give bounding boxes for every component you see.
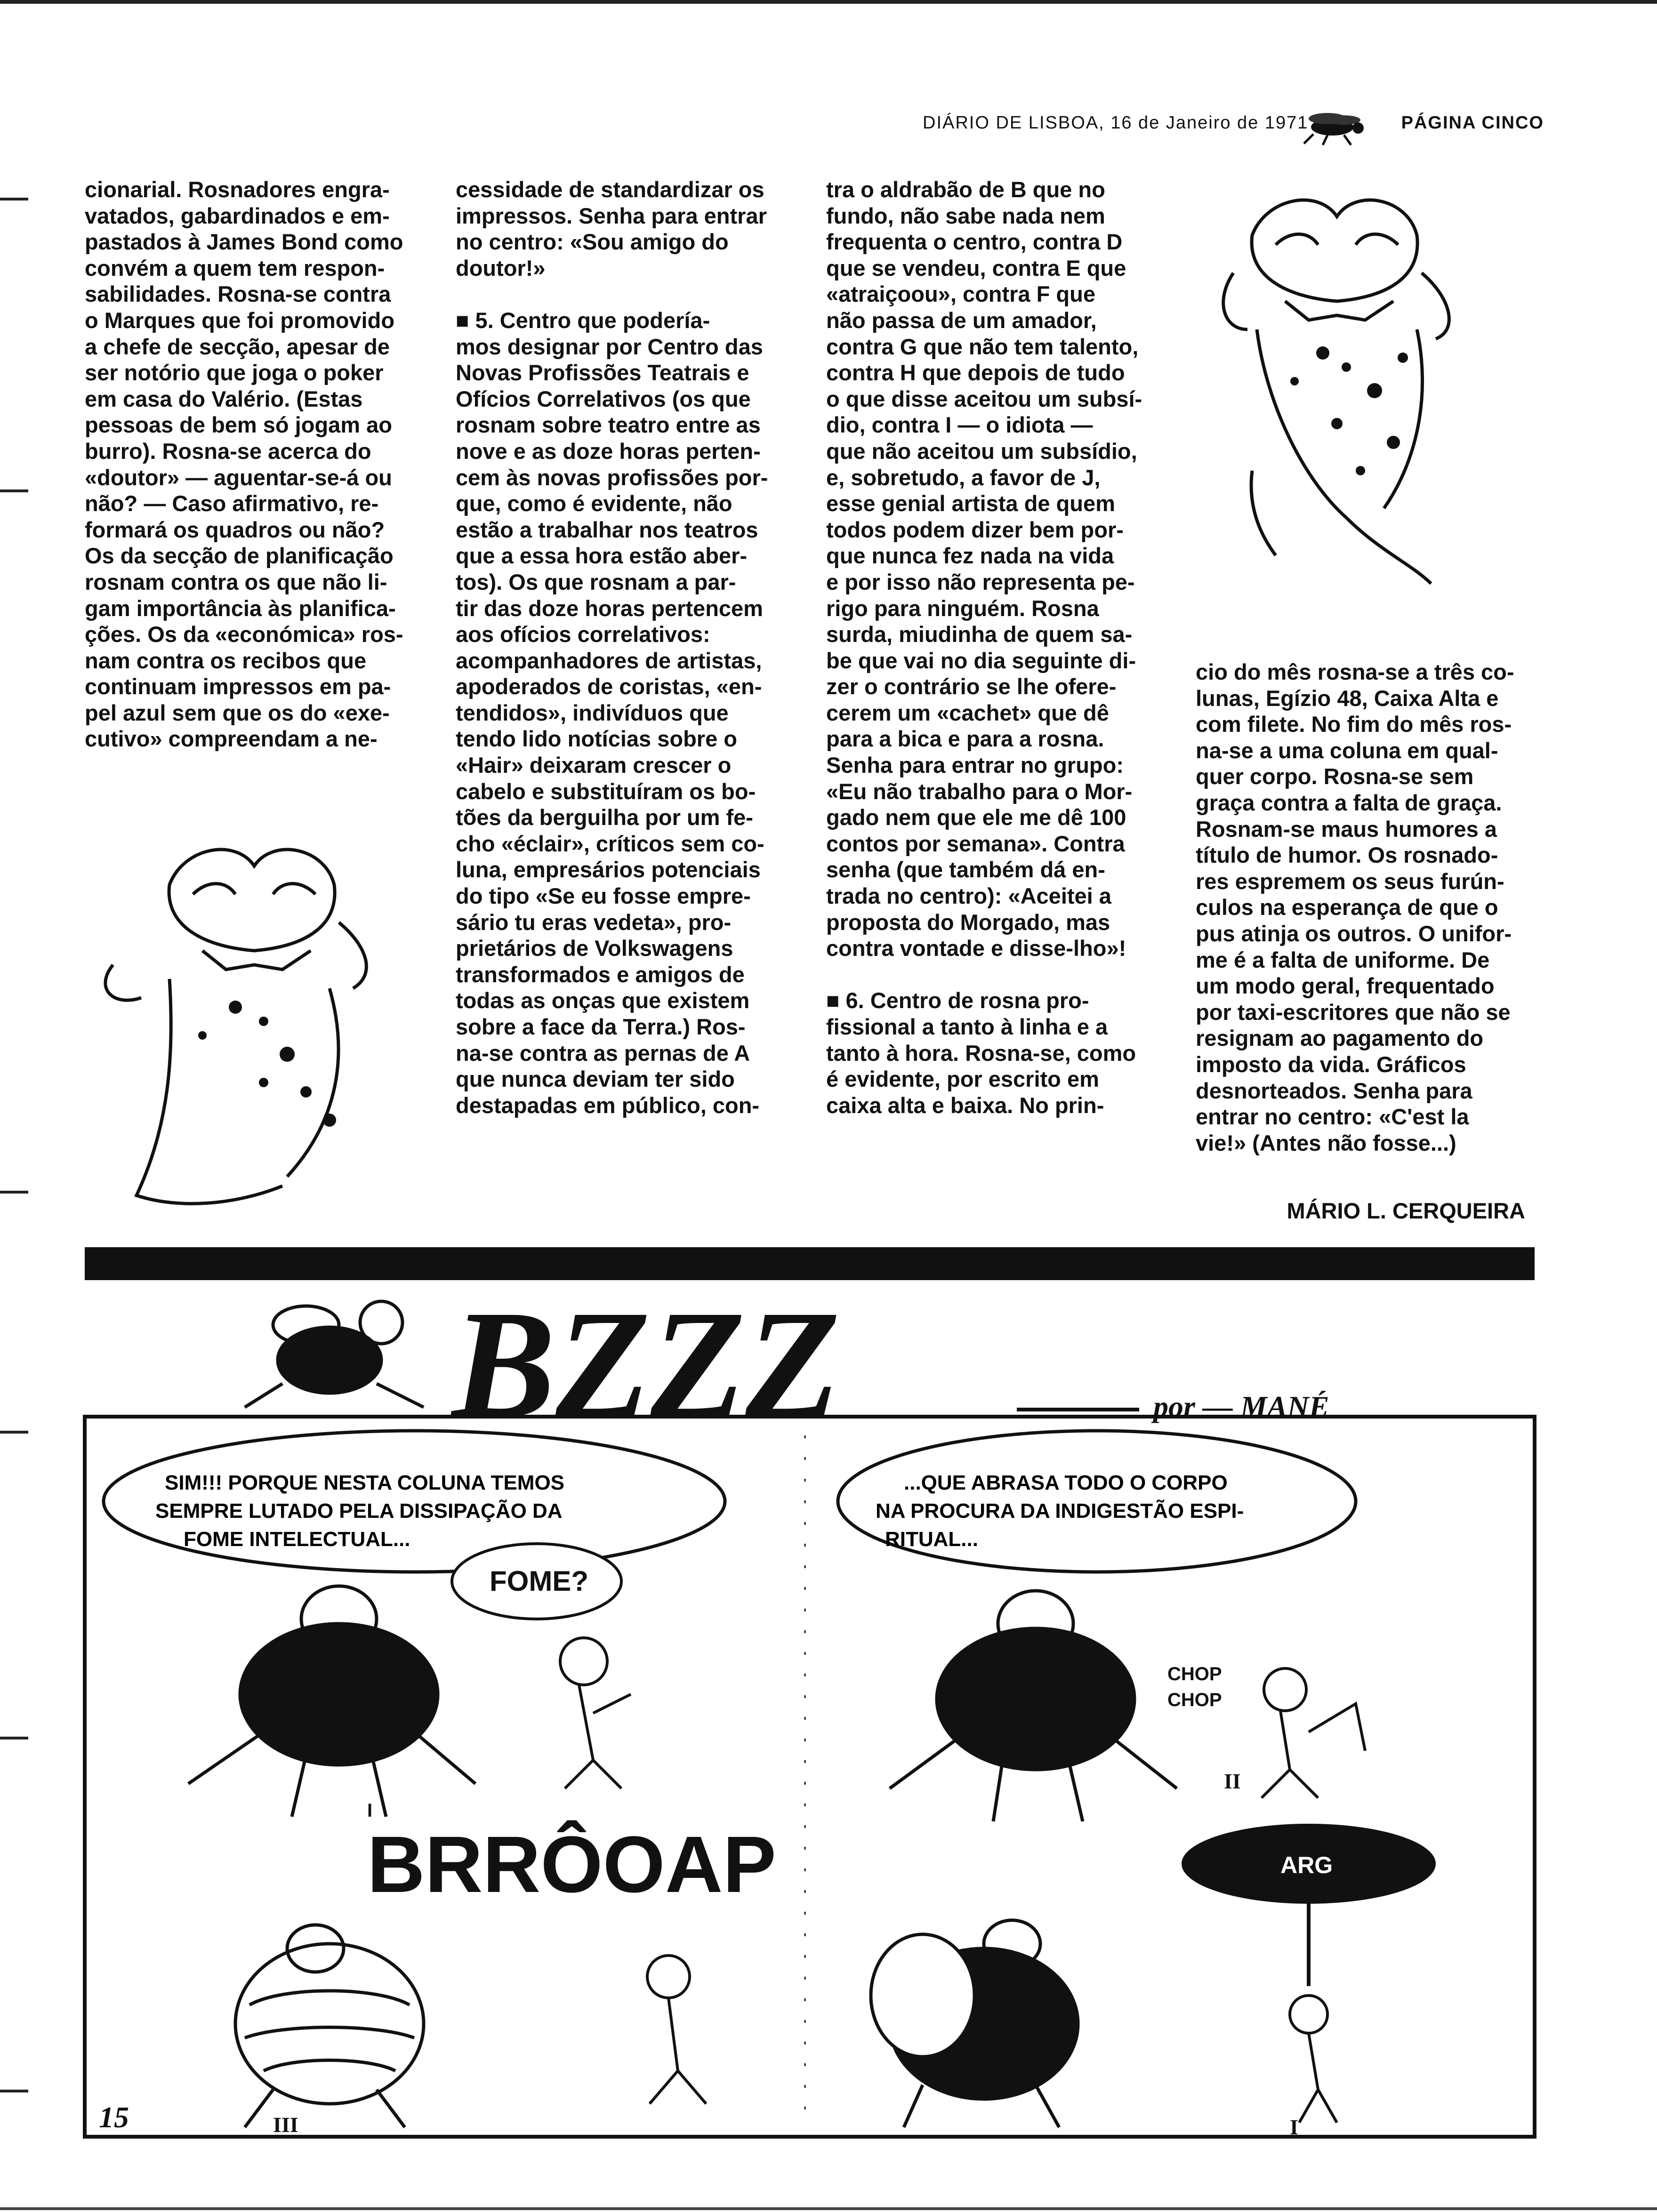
article-author: MÁRIO L. CERQUEIRA [1287,1198,1525,1223]
article-line: zer o contrário se lhe ofere- [826,674,1117,699]
margin-mark [0,1191,28,1194]
article-line: luna, empresários potenciais [456,857,761,882]
article-line: gam importância às planifica- [85,595,396,621]
fly-character [890,1591,1177,1821]
article-line: vatados, gabardinados e em- [85,203,390,228]
thought-text: FOME? [490,1565,588,1597]
article-line: impressos. Senha para entrar [456,203,767,228]
small-character [1290,1996,1337,2123]
speech-line: FOME INTELECTUAL... [184,1528,410,1551]
article-line: é evidente, por escrito em [826,1066,1099,1092]
article-line: cem às novas profissões por- [456,465,768,490]
fly-character [188,1586,475,1817]
article-line: acompanhadores de artistas, [456,648,762,673]
article-line: burro). Rosna-se acerca do [85,438,371,464]
small-character [560,1638,631,1788]
article-line: do tipo «Se eu fosse empre- [456,883,751,909]
article-line: ções. Os da «económica» ros- [85,622,403,647]
small-character [647,1956,706,2104]
article-line: tos). Os que rosnam a par- [456,569,736,594]
article-line: «Hair» deixaram crescer o [456,753,732,778]
article-line: cio do mês rosna-se a três co- [1196,659,1514,684]
comic-header-bar [85,1247,1535,1280]
article-line: não? — Caso afirmativo, re- [85,491,379,516]
article-line: rosnam contra os que não li- [85,569,387,594]
article-line: ser notório que joga o poker [85,360,384,385]
article-column-4 [1196,659,1535,1167]
sound-effect-large: BRRÔOAP [367,1820,776,1909]
goat-illustration [1196,179,1488,593]
fly-character [235,1925,424,2127]
article-column-1 [85,176,424,760]
newspaper-dateline: DIÁRIO DE LISBOA, 16 de Janeiro de 1971 [923,113,1309,133]
article-line: em casa do Valério. (Estas [85,386,363,411]
speech-line: SIM!!! PORQUE NESTA COLUNA TEMOS [165,1471,565,1494]
speech-line: SEMPRE LUTADO PELA DISSIPAÇÃO DA [155,1499,563,1523]
fly-icon [1299,108,1375,146]
article-line: fundo, não sabe nada nem [826,203,1105,228]
article-line: que não aceitou um subsídio, [826,438,1137,464]
article-line: todos podem dizer bem por- [826,517,1124,542]
article-line: doutor!» [456,255,546,281]
article-line: be que vai no dia seguinte di- [826,648,1136,673]
comic-byline: por — MANÉ [1153,1390,1329,1423]
article-line: cessidade de standardizar os [456,177,764,202]
article-line: contra G que não tem talento, [826,334,1139,359]
article-line: rigo para ninguém. Rosna [826,595,1099,621]
sign-text: ARG [1280,1852,1333,1878]
article-line: quer corpo. Rosna-se sem [1196,764,1474,789]
title-fly-icon [245,1301,424,1407]
article-line: culos na esperança de que o [1196,895,1498,920]
article-line: para a bica e para a rosna. [826,726,1104,752]
article-line: continuam impressos em pa- [85,674,391,699]
article-line: com filete. No fim do mês ros- [1196,712,1512,737]
article-line: o que disse aceitou um subsí- [826,386,1142,411]
article-line: ■ 6. Centro de rosna pro- [826,988,1089,1013]
article-line: sabilidades. Rosna-se contra [85,281,391,307]
article-line: proposta do Morgado, mas [826,909,1110,935]
article-line: sário tu eras vedeta», pro- [456,909,732,935]
panel-numeral: I [1290,2115,1298,2139]
article-line: pessoas de bem só jogam ao [85,412,392,438]
article-line: que nunca fez nada na vida [826,543,1114,569]
article-line: estão a trabalhar nos teatros [456,517,758,542]
article-line: fissional a tanto à linha e a [826,1014,1108,1039]
article-line: tanto à hora. Rosna-se, como [826,1040,1136,1066]
article-line: nove e as doze horas perten- [456,438,761,464]
article-line: tendo lido notícias sobre o [456,726,737,752]
article-line: e, sobretudo, a favor de J, [826,465,1101,490]
article-line: trada no centro): «Aceitei a [826,883,1111,909]
sound-effect: CHOP [1167,1664,1222,1684]
margin-mark [0,198,28,200]
article-line: «doutor» — aguentar-se-á ou [85,465,392,490]
article-line [456,281,795,307]
article-line: ■ 5. Centro que podería- [456,307,710,333]
article-line: dio, contra I — o idiota — [826,412,1093,438]
panel-marker: I [367,1800,373,1821]
article-line: que, como é evidente, não [456,491,732,516]
article-line: no centro: «Sou amigo do [456,229,729,255]
article-line: Ofícios Correlativos (os que [456,386,751,411]
article-line: «atraiçoou», contra F que [826,281,1095,307]
article-line: destapadas em público, con- [456,1092,760,1118]
article-line: que nunca deviam ter sido [456,1066,735,1092]
small-character [1262,1668,1365,1798]
article-line: na-se a uma coluna em qual- [1196,737,1498,763]
page-number: 15 [99,2100,129,2134]
article-line: vie!» (Antes não fosse...) [1196,1130,1456,1155]
article-line: tra o aldrabão de B que no [826,177,1105,202]
article-line: todas as onças que existem [456,988,750,1013]
top-rule [0,0,1657,4]
article-line: nam contra os recibos que [85,648,367,673]
article-column-2 [456,176,795,1231]
article-line: Novas Profissões Teatrais e [456,360,749,385]
article-line: que se vendeu, contra E que [826,255,1126,281]
article-line: desnorteados. Senha para [1196,1078,1472,1103]
article-line: resignam ao pagamento do [1196,1026,1484,1051]
speech-line: RITUAL... [885,1528,978,1551]
article-line: res espremem os seus furún- [1196,868,1504,894]
article-line: o Marques que foi promovido [85,307,395,333]
article-line: um modo geral, frequentado [1196,973,1495,999]
article-line: caixa alta e baixa. No prin- [826,1092,1104,1118]
bottom-rule [0,2207,1657,2210]
article-line: contra vontade e disse-lho»! [826,936,1126,961]
article-column-3 [826,176,1165,1231]
article-line: convém a quem tem respon- [85,255,385,281]
article-line: tir das doze horas pertencem [456,595,763,621]
article-line: lunas, Egízio 48, Caixa Alta e [1196,685,1499,711]
sound-effect: CHOP [1167,1690,1222,1710]
article-line: cutivo» compreendam a ne- [85,726,378,752]
article-line: cerem um «cachet» que dê [826,700,1109,725]
article-line: sobre a face da Terra.) Ros- [456,1014,746,1039]
article-line: cabelo e substituíram os bo- [456,778,756,804]
article-line: tendidos», indivíduos que [456,700,729,725]
article-line: frequenta o centro, contra D [826,229,1123,255]
article-line: imposto da vida. Gráficos [1196,1051,1466,1077]
speech-line: ...QUE ABRASA TODO O CORPO [904,1471,1228,1494]
article-line: mos designar por Centro das [456,334,763,359]
article-line: a chefe de secção, apesar de [85,334,390,359]
article-line: Senha para entrar no grupo: [826,753,1124,778]
article-line: senha (que também dá en- [826,857,1105,882]
article-line: pastados à James Bond como [85,229,403,255]
article-line: contra H que depois de tudo [826,360,1125,385]
margin-mark [0,489,28,492]
article-line: formará os quadros ou não? [85,517,385,542]
article-line: entrar no centro: «C'est la [1196,1104,1469,1130]
article-line: cho «éclair», críticos sem co- [456,831,764,856]
article-line: prietários de Volkswagens [456,936,733,961]
bzzz-comic-strip [0,1280,1657,2184]
article-line: aos ofícios correlativos: [456,622,710,647]
article-line: Rosnam-se maus humores a [1196,816,1497,842]
article-line: cionarial. Rosnadores engra- [85,177,390,202]
article-line: surda, miudinha de quem sa- [826,622,1133,647]
article-line: contos por semana». Contra [826,831,1125,856]
goat-illustration [85,819,386,1242]
article-line: esse genial artista de quem [826,491,1115,516]
article-line: pus atinja os outros. O unifor- [1196,921,1512,946]
page-label: PÁGINA CINCO [1401,113,1544,133]
article-line: na-se contra as pernas de A [456,1040,750,1066]
speech-line: NA PROCURA DA INDIGESTÃO ESPI- [876,1499,1244,1523]
article-line: título de humor. Os rosnado- [1196,842,1498,868]
page-header [923,108,1544,141]
article-line: me é a falta de uniforme. De [1196,947,1490,972]
article-line: não passa de um amador, [826,307,1097,333]
article-line: graça contra a falta de graça. [1196,790,1502,815]
article-line: pel azul sem que os do «exe- [85,700,390,725]
fly-character [871,1920,1078,2127]
article-line: que a essa hora estão aber- [456,543,748,569]
comic-title: BZZZ [452,1280,840,1451]
panel-numeral: III [273,2113,298,2137]
article-line: tões da berguilha por um fe- [456,805,753,830]
article-line: Os da secção de planificação [85,543,394,569]
article-line: «Eu não trabalho para o Mor- [826,778,1133,804]
article-line: apoderados de coristas, «en- [456,674,762,699]
article-line: por taxi-escritores que não se [1196,999,1511,1025]
article-line: e por isso não representa pe- [826,569,1135,594]
article-line: transformados e amigos de [456,962,745,987]
article-line: gado nem que ele me dê 100 [826,805,1126,830]
article-line [826,962,1165,988]
article-line: rosnam sobre teatro entre as [456,412,761,438]
panel-numeral: II [1224,1769,1241,1793]
